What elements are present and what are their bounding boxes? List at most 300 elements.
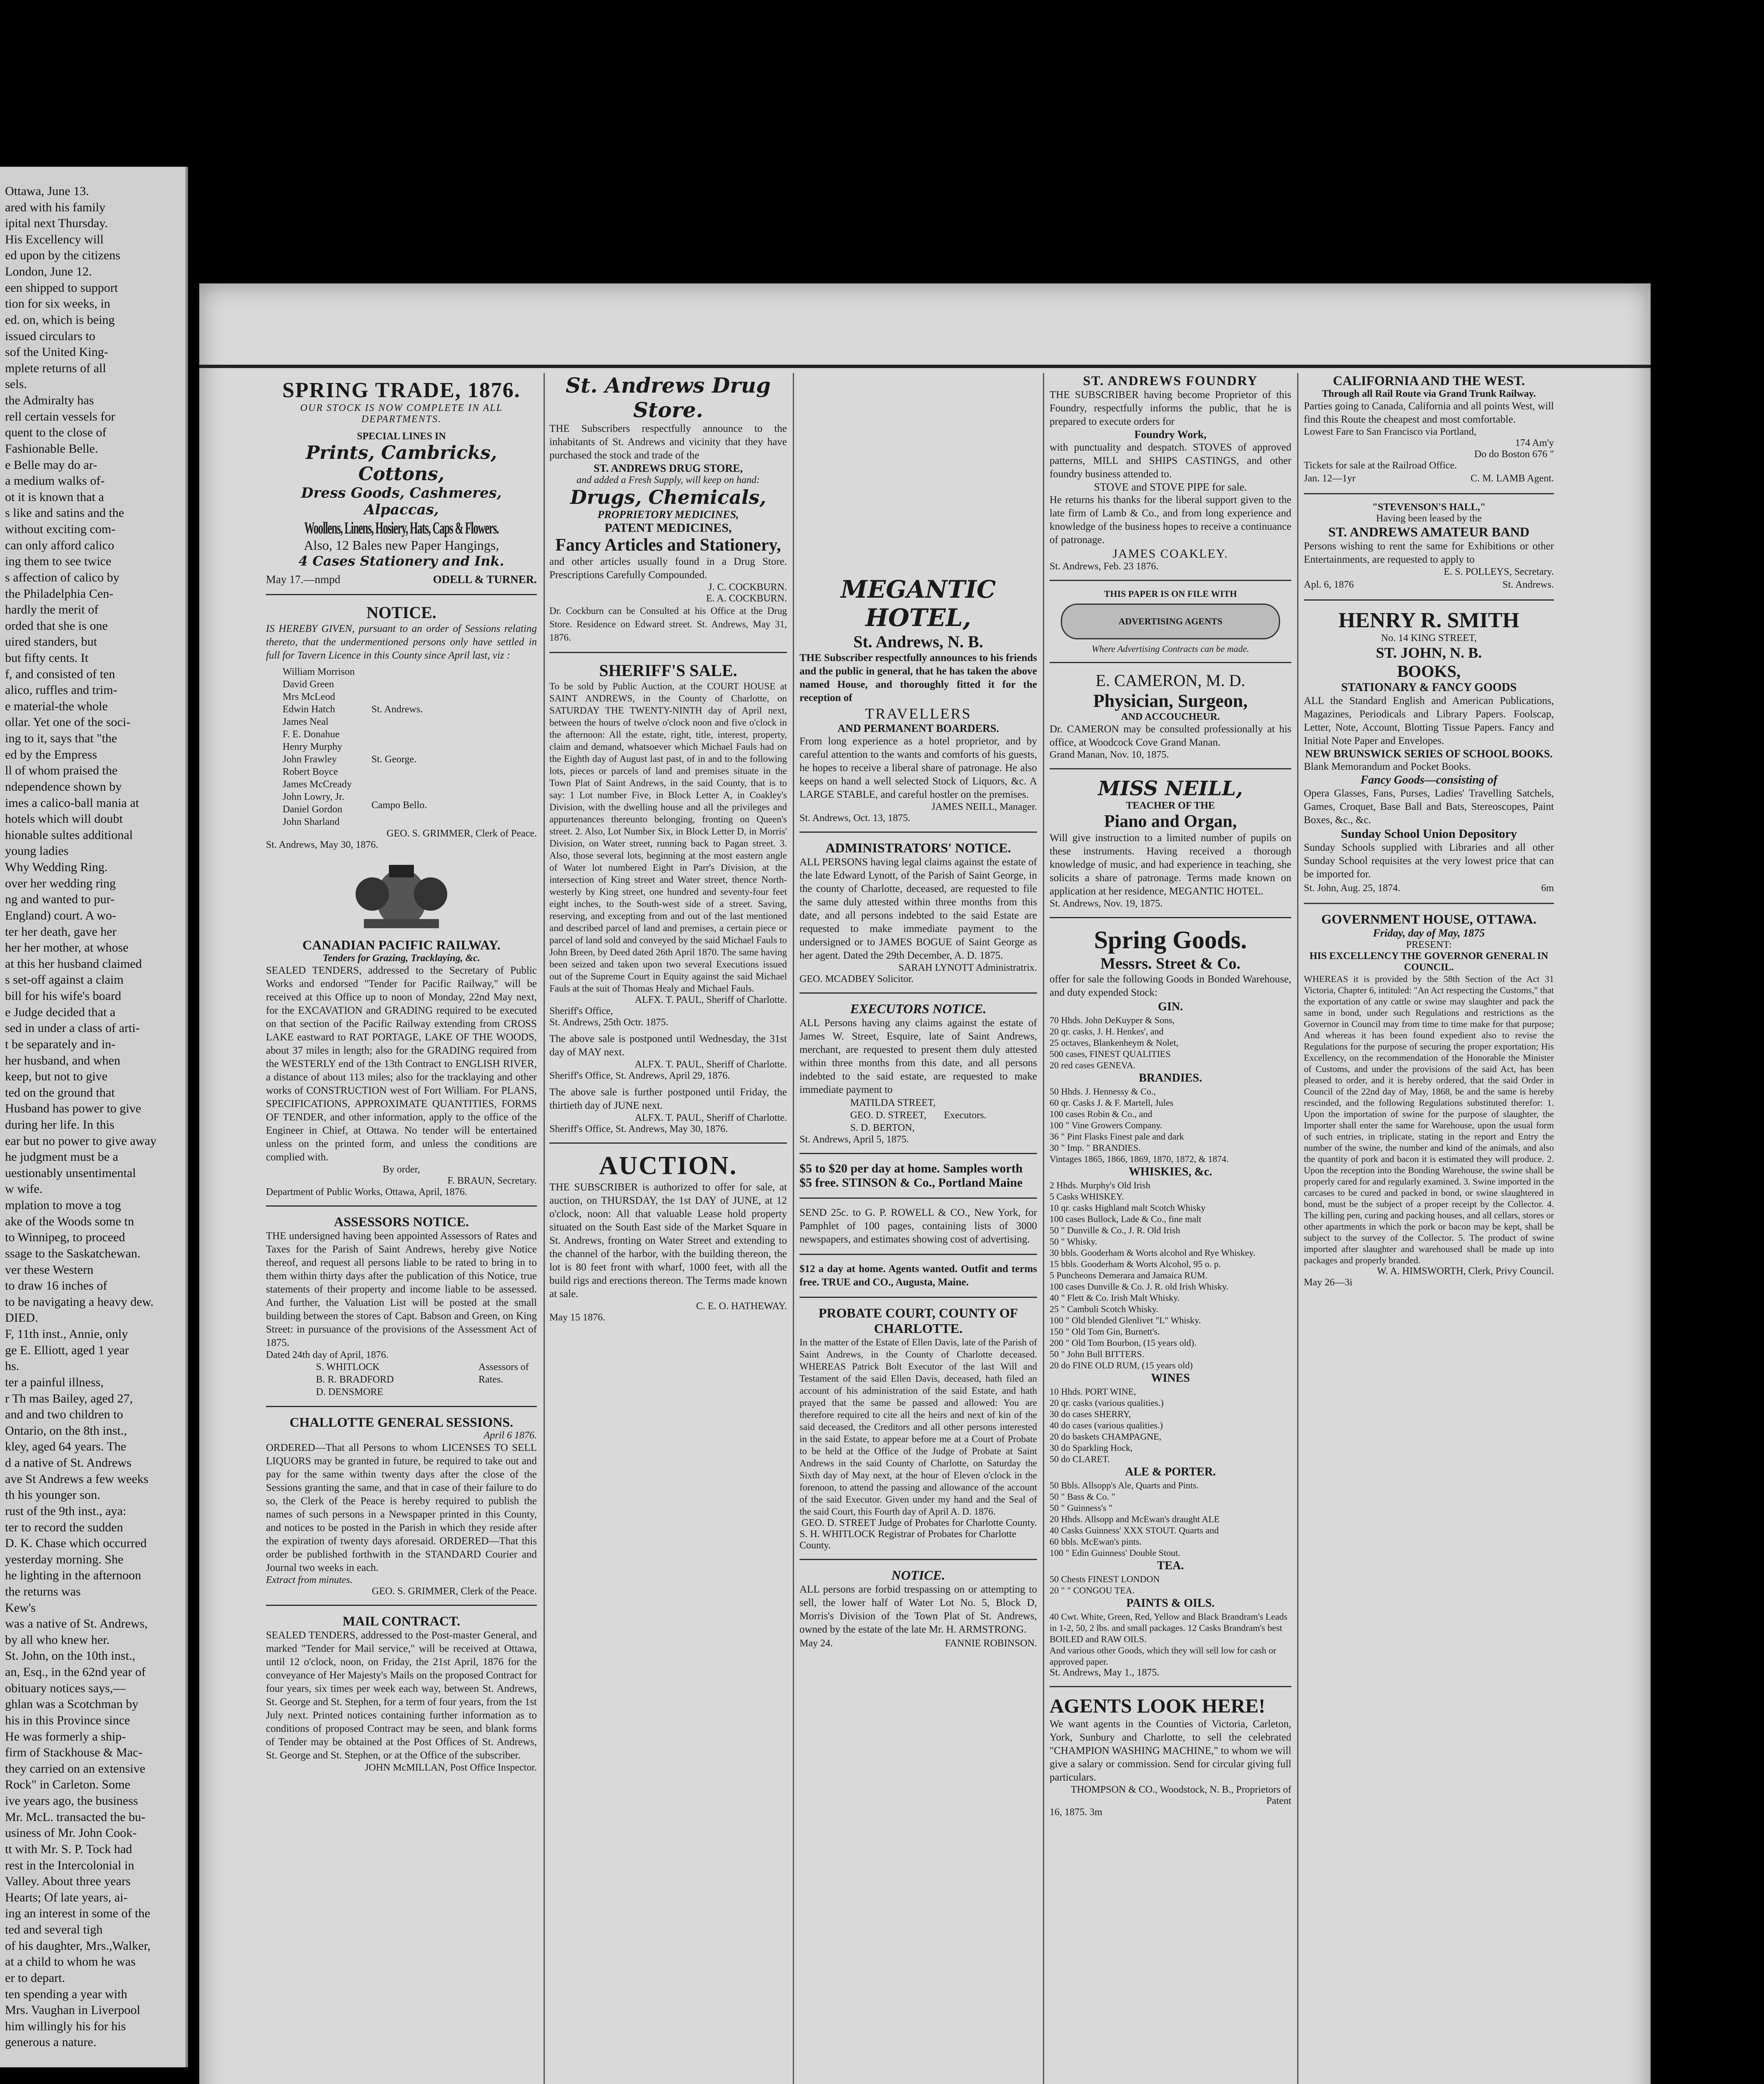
left-page-text-fragment: Hearts; Of late years, ai- xyxy=(5,1890,128,1904)
tavern-notice-dateline: St. Andrews, May 30, 1876. xyxy=(266,839,378,850)
stevenson-date: Apl. 6, 1876 xyxy=(1304,579,1354,590)
drug-store-title: St. Andrews Drug Store. xyxy=(566,373,771,422)
smith-address: No. 14 KING STREET, xyxy=(1381,633,1477,644)
left-page-text-fragment: rell certain vessels for xyxy=(5,409,115,423)
neill-body: Will give instruction to a limited number of pupils on these instruments. Having received a thorough knowledge of music, and had experience in teaching, she solicits a share of patronage. Terms made known on application at her residence, MEGANTIC HOTEL. xyxy=(1050,832,1291,897)
goods-list-item: 100 " Old blended Glenlivet "L" Whisky. xyxy=(1050,1315,1201,1325)
executors-body: ALL Persons having any claims against the estate of James W. Street, Esquire, late of Saint Andrews, merchant, are requested to present them duly attested within three months from this date, and all persons indebted to the said estate, are requested to make immediate payment to xyxy=(799,1017,1037,1095)
drugs-line: Drugs, Chemicals, xyxy=(570,486,767,508)
left-page-text-fragment: the Philadelphia Cen- xyxy=(5,586,113,601)
left-page-text-fragment: e Belle may do ar- xyxy=(5,458,97,472)
sheriff-postponed: The above sale is postponed until Wednesday, the 31st day of MAY next. xyxy=(549,1033,787,1058)
trespass-date: May 24. xyxy=(799,1638,833,1649)
left-page-text-fragment: hotels which will doubt xyxy=(5,812,123,826)
goods-list-item: 20 " " CONGOU TEA. xyxy=(1050,1585,1135,1596)
left-page-text-fragment: ear but no power to give away xyxy=(5,1134,157,1148)
auction-signer: C. E. O. HATHEWAY. xyxy=(696,1301,787,1312)
sheriff-body: To be sold by Public Auction, at the COURT HOUSE at SAINT ANDREWS, in the County of Charlotte, on SATURDAY THE TWENTY-NINTH day of April next, between the hours of twelve o'clock noon and five o'clock in the afternoon: All the estate, right, title, interest, property, claim and demand, whatsoever which Michael Fauls had on the Eighth day of August last past, of in and to the following lots, pieces or parcels of land and premises situate in the Town Plat of Saint Andrews, in the said County, that is to say: 1 Lot number Five, in Block Letter A, in Coakley's Division, with the dwelling house and all the privileges and appurtenances thereunto belonging, fronting on Queen's street. 2. Also, Lot Number Six, in Block Letter D, in Morris' Division, on Water street, running back to Pagan street. 3. Also, those several lots, beginning at the most eastern angle of Water lot numbered Eight in Parr's Division, at the intersection of King street and Water street, thence North-westerly by King street, one hundred and seventy-four feet eight inches, to the South-west side of a street. Saving, reserving, and excepting from and out of the last mentioned and described parcel of land and premises, a certain piece or parcel of land sold and conveyed by the said Michael Fauls to John Breen, by Deed dated 26th April 1870. The same having been seized and taken upon two several Executions issued out of the Supreme Court in Equity against the said Michael Fauls at the suit of Thomas Healy and Michael Fauls. xyxy=(549,681,787,994)
left-page-text-fragment: an, Esq., in the 62nd year of xyxy=(5,1665,146,1679)
goods-list-item: 5 Casks WHISKEY. xyxy=(1050,1191,1124,1202)
sessions-date: April 6 1876. xyxy=(484,1430,537,1441)
left-page-text-fragment: d a native of St. Andrews xyxy=(5,1456,132,1470)
california-fare-1: 174 Am'y xyxy=(1515,438,1554,448)
smith-fancy: Fancy Goods—consisting of xyxy=(1360,774,1498,787)
admin-body: ALL PERSONS having legal claims against the estate of the late Edward Lynott, of the Parish of Saint George, in the county of Charlotte, deceased, are requested to file the same duly attested within three months from this date, and all persons indebted to the said Estate are requested to make immediate payment to the undersigned or to JAMES BOGUE of Saint George as her agent. Dated the 29th December, A. D. 1875. xyxy=(799,857,1037,961)
sessions-extract: Extract from minutes. xyxy=(266,1575,353,1586)
megantic-hotel-ad xyxy=(799,575,1037,824)
licensee-name: James Neal xyxy=(283,716,328,727)
divider xyxy=(1050,768,1291,769)
goods-list-item: 50 " Guinness's " xyxy=(1050,1503,1113,1513)
sheriff-dateline: St. Andrews, 25th Octr. 1875. xyxy=(549,1017,669,1028)
smith-body2: Blank Memorandum and Pocket Books. xyxy=(1304,761,1471,772)
advertising-agents-badge-label: ADVERTISING AGENTS xyxy=(1118,616,1223,626)
divider xyxy=(799,832,1037,833)
left-page-text-fragment: ssage to the Saskatchewan. xyxy=(5,1246,140,1260)
left-page-text-fragment: his in this Province since xyxy=(5,1713,130,1727)
spring-trade-title: SPRING TRADE, 1876. xyxy=(282,378,521,402)
cameron-ad xyxy=(1050,671,1291,761)
left-page-text-fragment: ten spending a year with xyxy=(5,1987,128,2001)
left-page-text-fragment: at this her husband claimed xyxy=(5,957,142,971)
goods-list-item: 50 Chests FINEST LONDON xyxy=(1050,1574,1160,1584)
megantic-body: THE Subscriber respectfully announces to his friends and the public in general, that he has taken the above named House, and thoroughly fitted it for the reception of xyxy=(799,652,1037,704)
mail-contract xyxy=(266,1613,537,1773)
left-page-text-fragment: s like and satins and the xyxy=(5,506,124,520)
licensee-name: Edwin Hatch xyxy=(283,704,335,715)
goods-list-item: 25 " Cambuli Scotch Whisky. xyxy=(1050,1304,1158,1314)
divider xyxy=(266,1205,537,1207)
left-page-text-fragment: ted and several tigh xyxy=(5,1923,103,1937)
assessor-3: D. DENSMORE xyxy=(316,1387,383,1398)
neill-sub: TEACHER OF THE xyxy=(1126,800,1215,811)
neill-name: MISS NEILL, xyxy=(1098,777,1243,800)
cpr-dept: Department of Public Works, Ottawa, April, 1876. xyxy=(266,1187,467,1197)
goods-list-item: 36 " Pint Flasks Finest pale and dark xyxy=(1050,1131,1184,1142)
california-date: Jan. 12—1yr xyxy=(1304,473,1356,484)
stevenson-band: ST. ANDREWS AMATEUR BAND xyxy=(1328,524,1530,539)
divider xyxy=(1050,1686,1291,1687)
left-page-text-fragment: mplation to move a tog xyxy=(5,1198,121,1212)
left-page-text-fragment: ollar. Yet one of the soci- xyxy=(5,715,130,729)
foundry-ad xyxy=(1050,373,1291,572)
licensee-name: James McCready xyxy=(283,779,352,790)
stevenson-title: "STEVENSON'S HALL," xyxy=(1372,502,1486,513)
goods-list-item: 100 " Edin Guinness' Double Stout. xyxy=(1050,1548,1180,1558)
left-page-text-fragment: sed in under a class of arti- xyxy=(5,1021,140,1035)
divider xyxy=(266,1605,537,1606)
left-page-text-fragment: ake of the Woods some tn xyxy=(5,1214,134,1228)
licensee-name: John Sharland xyxy=(283,817,340,827)
left-page-text-fragment: f, and consisted of ten xyxy=(5,667,115,681)
executor-1: MATILDA STREET, xyxy=(850,1097,936,1108)
left-page-text-fragment: ver these Western xyxy=(5,1262,93,1277)
california-lowest: Lowest Fare to San Francisco via Portland, xyxy=(1304,426,1476,437)
stevenson-place: St. Andrews. xyxy=(1502,579,1554,590)
licensee-name: William Morrison xyxy=(283,666,355,677)
probate-registrar: S. H. WHITLOCK Registrar of Probates for Charlotte County. xyxy=(799,1529,1017,1551)
drug-signer-1: J. C. COCKBURN. xyxy=(708,582,787,593)
left-page-text-fragment: England) court. A wo- xyxy=(5,908,116,922)
foundry-signer: JAMES COAKLEY. xyxy=(1113,547,1228,561)
california-body: Parties going to Canada, California and all points West, will find this Route the cheapest and most comfortable. xyxy=(1304,401,1554,425)
trespass-notice xyxy=(799,1568,1037,1651)
divider xyxy=(1304,599,1554,601)
left-page-text-fragment: F, 11th inst., Annie, only xyxy=(5,1327,128,1341)
govt-his: HIS EXCELLENCY THE GOVERNOR GENERAL IN COUNCIL. xyxy=(1309,951,1549,973)
goods-section-heading: BRANDIES. xyxy=(1139,1072,1202,1085)
stevensons-hall-ad xyxy=(1304,502,1554,592)
left-page-text-fragment: over her wedding ring xyxy=(5,876,116,890)
left-page-text-fragment: can only afford calico xyxy=(5,538,114,552)
goods-list-item: 50 " Bass & Co. " xyxy=(1050,1491,1115,1502)
agents-title: AGENTS LOOK HERE! xyxy=(1050,1695,1265,1717)
paper-on-file: THIS PAPER IS ON FILE WITH xyxy=(1104,589,1237,599)
trespass-body: ALL persons are forbid trespassing on or attempting to sell, the lower half of Water Lot No. 5, Block D, Morris's Division of the Town Plat of St. Andrews, owned by the estate of the late Mr. H. ARMSTRONG. xyxy=(799,1584,1037,1635)
smith-sunday: Sunday School Union Depository xyxy=(1341,827,1517,841)
megantic-body2: From long experience as a hotel proprietor, and by careful attention to the wants and comforts of his guests, he hopes to receive a liberal share of patronage. He also keeps on hand a well selected Stock of Liquors, &c. A LARGE STABLE, and careful hostler on the premises. xyxy=(799,736,1037,800)
goods-list-item: 50 " John Bull BITTERS. xyxy=(1050,1349,1145,1359)
goods-list-item: 60 bbls. McEwan's pints. xyxy=(1050,1536,1142,1547)
column-rule xyxy=(793,373,794,2084)
goods-list-item: 10 qr. casks Highland malt Scotch Whisky xyxy=(1050,1202,1206,1213)
govt-date-2: May 26—3i xyxy=(1304,1277,1353,1288)
divider xyxy=(799,1153,1037,1154)
assessors-role: Assessors of Rates. xyxy=(479,1362,529,1385)
column-2 xyxy=(549,373,787,1323)
left-page-text-fragment: imes a calico-ball mania at xyxy=(5,796,139,810)
goods-section-heading: TEA. xyxy=(1157,1559,1184,1572)
foundry-dateline: St. Andrews, Feb. 23 1876. xyxy=(1050,561,1159,572)
left-page-text-fragment: hionable sultes additional xyxy=(5,828,133,842)
sessions-notice xyxy=(266,1415,537,1597)
left-page-text-fragment: ed by the Empress xyxy=(5,747,97,761)
place-st-andrews: St. Andrews. xyxy=(371,704,423,715)
assessors-notice xyxy=(266,1214,537,1398)
goods-list-item: 30 do cases SHERRY, xyxy=(1050,1409,1131,1419)
left-page-text-fragment: of his daughter, Mrs.,Walker, xyxy=(5,1939,151,1953)
divider xyxy=(799,1254,1037,1255)
left-page-text-fragment: ing them to see twice xyxy=(5,554,111,569)
neill-dateline: St. Andrews, Nov. 19, 1875. xyxy=(1050,898,1163,909)
left-page-text-fragment: quent to the close of xyxy=(5,426,107,440)
goods-list-item: 2 Hhds. Murphy's Old Irish xyxy=(1050,1180,1150,1190)
goods-list-item: 20 qr. casks, J. H. Henkes', and xyxy=(1050,1026,1164,1037)
left-page-text-fragment: Kew's xyxy=(5,1601,36,1615)
goods-section-heading: PAINTS & OILS. xyxy=(1126,1597,1215,1610)
drug-store-body: THE Subscribers respectfully announce to the inhabitants of St. Andrews and vicinity that they have purchased the stock and trade of the xyxy=(549,423,787,461)
left-page-text-fragment: sof the United King- xyxy=(5,345,108,359)
licensee-names xyxy=(283,666,355,828)
spring-goods-dateline: St. Andrews, May 1., 1875. xyxy=(1050,1667,1160,1678)
drug-store-name: ST. ANDREWS DRUG STORE, xyxy=(593,462,743,474)
auction-title: AUCTION. xyxy=(599,1152,738,1180)
divider xyxy=(799,1197,1037,1199)
column-1 xyxy=(266,373,537,1773)
left-page-text-fragment: yesterday morning. She xyxy=(5,1552,124,1566)
divider xyxy=(1304,903,1554,904)
sheriff-signer: ALFX. T. PAUL, Sheriff of Charlotte. xyxy=(634,994,787,1005)
column-rule xyxy=(544,373,545,2084)
cameron-dateline: Grand Manan, Nov. 10, 1875. xyxy=(1050,749,1169,760)
cpr-tender xyxy=(266,937,537,1198)
ad-five-dollars: $5 to $20 per day at home. Samples worth $5 free. STINSON & Co., Portland Maine xyxy=(799,1162,1023,1190)
left-page-text-fragment: him willingly his for his xyxy=(5,2019,126,2033)
sheriff-office-2: Sheriff's Office, St. Andrews, April 29, 1876. xyxy=(549,1070,730,1081)
left-page-text-fragment: during her life. In this xyxy=(5,1118,115,1132)
tavern-notice-body: IS HEREBY GIVEN, pursuant to an order of Sessions relating thereto, that the undermentioned persons only have settled in full for Tavern Licence in this County since April last, viz : xyxy=(266,623,537,661)
licensee-name: Mrs McLeod xyxy=(283,691,335,702)
california-fare-2: Do do Boston 676 " xyxy=(1474,449,1554,460)
goods-list-item: 40 " Flett & Co. Irish Malt Whisky. xyxy=(1050,1292,1180,1303)
goods-list-item: 30 bbls. Gooderham & Worts alcohol and Rye Whiskey. xyxy=(1050,1247,1255,1258)
sessions-body: ORDERED—That all Persons to whom LICENSES TO SELL LIQUORS may be granted in future, be required to take out and pay for the same within twenty days after the close of the Sessions granting the same, and that in case of their failure to do so, the Clerk of the Peace is hereby required to publish the names of such persons in a Newspaper printed in this County, and notices to be posted in the Parish in which they reside after the expiration of twenty days aforesaid. ORDERED—That this order be published forthwith in the STANDARD Courier and Journal two weeks in each. xyxy=(266,1442,537,1573)
cpr-signer: F. BRAUN, Secretary. xyxy=(447,1175,537,1186)
left-page-text-fragment: to Winnipeg, to proceed xyxy=(5,1230,125,1245)
left-page-text-fragment: s set-off against a claim xyxy=(5,973,124,987)
left-page-text-fragment: tt with Mr. S. P. Tock had xyxy=(5,1842,132,1856)
left-page-text-fragment: s affection of calico by xyxy=(5,570,120,584)
divider xyxy=(1050,917,1291,918)
also-line: Also, 12 Bales new Paper Hangings, xyxy=(303,538,499,553)
goods-section-heading: ALE & PORTER. xyxy=(1125,1465,1216,1478)
woollens-line: Woollens, Linens, Hosiery, Hats, Caps & Flowers. xyxy=(304,518,499,537)
masthead-rule xyxy=(199,365,1651,368)
goods-list-item: 50 Hhds. J. Hennessy & Co., xyxy=(1050,1086,1156,1097)
megantic-boarders: AND PERMANENT BOARDERS. xyxy=(837,722,999,734)
left-page-text-fragment: a medium walks of- xyxy=(5,474,105,488)
auction-date: May 15 1876. xyxy=(549,1312,605,1323)
spring-trade-ad xyxy=(266,378,537,586)
foundry-body3: He returns his thanks for the liberal support given to the late firm of Lamb & Co., and from long experience and knowledge of the business hopes to receive a continuance of patronage. xyxy=(1050,494,1291,546)
newspaper-page xyxy=(199,283,1651,2084)
advertising-agents-badge xyxy=(1061,604,1280,639)
licensee-name: Robert Boyce xyxy=(283,766,338,777)
left-page-text-fragment: ll of whom praised the xyxy=(5,764,118,778)
left-page-text-fragment: ter her death, gave her xyxy=(5,924,117,939)
left-page-text-fragment: obituary notices says,— xyxy=(5,1681,126,1695)
government-house-notice xyxy=(1304,912,1554,1288)
spring-trade-firm: ODELL & TURNER. xyxy=(433,573,537,586)
goods-list-item: 20 red cases GENEVA. xyxy=(1050,1060,1136,1070)
executors-role: Executors. xyxy=(944,1110,987,1121)
left-page-text-fragment: DIED. xyxy=(5,1311,38,1325)
proprietary-line: PROPRIETORY MEDICINES, xyxy=(597,508,739,521)
goods-list-item: And various other Goods, which they will sell low for cash or approved paper. xyxy=(1050,1645,1276,1667)
left-page-text-fragment: uired standers, but xyxy=(5,635,97,649)
sheriff-office: Sheriff's Office, xyxy=(549,1006,613,1017)
special-lines: SPECIAL LINES IN xyxy=(357,431,446,442)
goods-list-item: 150 " Old Tom Gin, Burnett's. xyxy=(1050,1326,1160,1337)
smith-body3: Opera Glasses, Fans, Purses, Ladies' Travelling Satchels, Games, Croquet, Base Ball and Bats, Stereoscopes, Paint Boxes, &c., &c. xyxy=(1304,788,1554,826)
spring-goods-title: Spring Goods. xyxy=(1094,926,1247,954)
left-page-text-fragment: her her mother, at whose xyxy=(5,941,129,955)
sheriff-signer-2: ALFX. T. PAUL, Sheriff of Charlotte. xyxy=(634,1059,787,1070)
smith-books: BOOKS, xyxy=(1397,662,1461,681)
sheriff-postponed-2: The above sale is further postponed until Friday, the thirtieth day of JUNE next. xyxy=(549,1087,787,1111)
licensee-name: F. E. Donahue xyxy=(283,729,340,740)
left-page-text-fragment: e Judge decided that a xyxy=(5,1005,115,1019)
ad-rowell: SEND 25c. to G. P. ROWELL & CO., New York, for Pamphlet of 100 pages, containing lists of 3000 newspapers, and estimates showing cost of advertising. xyxy=(799,1207,1037,1245)
goods-list-item: 70 Hhds. John DeKuyper & Sons, xyxy=(1050,1015,1175,1025)
california-ad xyxy=(1304,373,1554,486)
left-page-text-fragment: er to depart. xyxy=(5,1971,65,1985)
left-page-text-fragment: ter a painful illness, xyxy=(5,1375,104,1389)
executor-2: GEO. D. STREET, xyxy=(850,1110,927,1121)
left-page-text-fragment: ed upon by the citizens xyxy=(5,248,120,263)
cameron-sub: AND ACCOUCHEUR. xyxy=(1121,711,1220,722)
executors-notice xyxy=(799,1001,1037,1145)
megantic-title: MEGANTIC HOTEL, xyxy=(840,575,996,632)
divider xyxy=(266,1406,537,1407)
agents-body: We want agents in the Counties of Victoria, Carleton, York, Sunbury and Charlotte, to sell the celebrated "CHAMPION WASHING MACHINE," to whom we will give a salary or commission. Send for circular giving full particulars. xyxy=(1050,1718,1291,1783)
left-page-text-fragment: kley, aged 64 years. The xyxy=(5,1440,126,1454)
megantic-signer: JAMES NEILL, Manager. xyxy=(931,802,1037,812)
goods-list-item: 20 do FINE OLD RUM, (15 years old) xyxy=(1050,1360,1193,1370)
left-page-text-fragment: een shipped to support xyxy=(5,281,118,295)
left-page-text-fragment: he judgment must be a xyxy=(5,1150,118,1164)
agents-date: 16, 1875. 3m xyxy=(1050,1807,1102,1818)
stevenson-body: Having been leased by the xyxy=(1376,513,1482,524)
sessions-signer: GEO. S. GRIMMER, Clerk of the Peace. xyxy=(372,1586,537,1597)
probate-judge: GEO. D. STREET Judge of Probates for Charlotte County. xyxy=(801,1518,1037,1528)
goods-list-item: 40 Cwt. White, Green, Red, Yellow and Black Brandram's Leads in 1-2, 50, 2 lbs. and small packages. 12 Casks Brandram's best BOILED and RAW OILS. xyxy=(1050,1611,1288,1644)
left-page-text-fragment: Why Wedding Ring. xyxy=(5,860,108,874)
foundry-title: ST. ANDREWS FOUNDRY xyxy=(1083,373,1258,388)
left-page-text-fragment: r Th mas Bailey, aged 27, xyxy=(5,1391,133,1405)
left-page-text-fragment: His Excellency will xyxy=(5,232,104,246)
goods-list-item: 100 cases Bullock, Lade & Co., fine malt xyxy=(1050,1214,1202,1224)
trespass-title: NOTICE. xyxy=(891,1568,945,1583)
left-page-text-fragment: w wife. xyxy=(5,1182,43,1196)
smith-name: HENRY R. SMITH xyxy=(1338,609,1519,632)
megantic-place: St. Andrews, N. B. xyxy=(853,632,983,651)
left-page-text-fragment: to draw 16 inches of xyxy=(5,1279,107,1293)
agents-firm: THOMPSON & CO., Woodstock, N. B., Proprietors of Patent xyxy=(1071,1784,1291,1806)
left-page-text-fragment: London, June 12. xyxy=(5,265,92,279)
goods-list-item: 20 do baskets CHAMPAGNE, xyxy=(1050,1431,1162,1442)
smith-code: 6m xyxy=(1541,883,1554,894)
left-page-text-fragment: ing to it, says that "the xyxy=(5,731,117,746)
foundry-stove: STOVE and STOVE PIPE for sale. xyxy=(1094,481,1247,493)
probate-body: In the matter of the Estate of Ellen Davis, late of the Parish of Saint Andrews, in the County of Charlotte deceased. WHEREAS Patrick Bolt Executor of the last Will and Testament of the said Ellen Davis, deceased, hath filed an account of his administration of the said Estate, and hath prayed that the same be passed and allowed: You are therefore required to cite all the heirs and next of kin of the said deceased, the Creditors and all other persons interested in the said Estate, to appear before me at a Court of Probate to be held at the Office of the Judge of Probate at Saint Andrews in the said County of Charlotte, on Saturday the Sixth day of May next, at the hour of Eleven o'clock in the forenoon, to attend the passing and allowance of the account of the said Executor. Given under my hand and the Seal of the said Court, this Fourth day of April A. D. 1876. xyxy=(799,1337,1037,1517)
left-page-text-fragment: keep, but not to give xyxy=(5,1070,108,1084)
left-page-text-fragment: they carried on an extensive xyxy=(5,1761,145,1776)
left-page-text-fragment: ge E. Elliott, aged 1 year xyxy=(5,1343,129,1357)
left-page-text-fragment: and and two children to xyxy=(5,1408,123,1422)
left-page-text-fragment: generous a nature. xyxy=(5,2035,97,2049)
left-page-text-fragment: ted on the ground that xyxy=(5,1085,115,1100)
left-page-text-fragment: Rock" in Carleton. Some xyxy=(5,1778,130,1792)
assessors-dated: Dated 24th day of April, 1876. xyxy=(266,1350,388,1360)
smith-stationary: STATIONARY & FANCY GOODS xyxy=(1341,681,1517,694)
cameron-title: Physician, Surgeon, xyxy=(1093,691,1248,711)
drug-store-foot: Dr. Cockburn can be Consulted at his Office at the Drug Store. Residence on Edward street. St. Andrews, May 31, 1876. xyxy=(549,606,787,643)
left-page-text-fragment: uestionably unsentimental xyxy=(5,1166,136,1180)
smith-city: ST. JOHN, N. B. xyxy=(1376,644,1482,661)
left-page-text-fragment: ing an interest in some of the xyxy=(5,1906,150,1921)
left-page-text-fragment: but fifty cents. It xyxy=(5,651,88,665)
left-page-text-fragment: bill for his wife's board xyxy=(5,989,121,1003)
goods-list-item: 100 " Vine Growers Company. xyxy=(1050,1120,1163,1130)
left-page-text-fragment: usiness of Mr. John Cook- xyxy=(5,1826,137,1840)
california-sub: Through all Rail Route via Grand Trunk Railway. xyxy=(1322,388,1536,399)
megantic-dateline: St. Andrews, Oct. 13, 1875. xyxy=(799,813,910,824)
govt-date: Friday, day of May, 1875 xyxy=(1373,927,1485,939)
tavern-notice-signer: GEO. S. GRIMMER, Clerk of Peace. xyxy=(386,828,537,839)
drug-store-body2: and added a Fresh Supply, will keep on hand: xyxy=(576,475,760,486)
cameron-name: E. CAMERON, M. D. xyxy=(1095,671,1245,690)
drug-store-ad xyxy=(549,373,787,644)
tavern-notice xyxy=(266,603,537,851)
left-page-text-fragment: Ottawa, June 13. xyxy=(5,184,89,198)
left-page-text-fragment: rest in the Intercolonial in xyxy=(5,1858,134,1872)
left-page-text-fragment: sels. xyxy=(5,377,27,391)
executors-title: EXECUTORS NOTICE. xyxy=(850,1001,987,1016)
auction-body: THE SUBSCRIBER is authorized to offer for sale, at auction, on THURSDAY, the 1st DAY of JUNE, at 12 o'clock, noon: All that valuable Lease hold property situated on the South East side of the Market Square in St. Andrews, fronting on Water Street and extending to the channel of the harbor, with the building thereon, the lot is 80 feet front with wharf, 1000 feet, with all the build rigs and erections thereon. The Terms made known at sale. xyxy=(549,1182,787,1300)
stevenson-body2: Persons wishing to rent the same for Exhibitions or other Entertainments, are requested to apply to xyxy=(1304,541,1554,565)
administrators-notice xyxy=(799,840,1037,985)
left-page-text-fragment: mplete returns of all xyxy=(5,361,106,375)
trespass-signer: FANNIE ROBINSON. xyxy=(945,1638,1037,1649)
drug-store-body3: and other articles usually found in a Drug Store. Prescriptions Carefully Compounded. xyxy=(549,556,787,581)
goods-list-item: 50 " Whisky. xyxy=(1050,1236,1097,1247)
coat-of-arms-icon xyxy=(339,857,464,932)
assessor-2: B. R. BRADFORD xyxy=(316,1374,394,1385)
adjacent-page-fragment xyxy=(0,167,188,2067)
left-page-text-fragment: ive years ago, the business xyxy=(5,1794,138,1808)
left-page-text-fragment: ndependence shown by xyxy=(5,779,122,794)
left-page-text-fragment: alico, ruffles and trim- xyxy=(5,683,118,697)
smith-dateline: St. John, Aug. 25, 1874. xyxy=(1304,883,1401,894)
goods-list-item: 50 do CLARET. xyxy=(1050,1454,1110,1464)
left-page-text-fragment: Husband has power to give xyxy=(5,1102,141,1116)
goods-list-item: 15 bbls. Gooderham & Worts Alcohol, 95 o. p. xyxy=(1050,1259,1221,1269)
cpr-title: CANADIAN PACIFIC RAILWAY. xyxy=(302,937,501,952)
executors-dateline: St. Andrews, April 5, 1875. xyxy=(799,1134,909,1145)
left-page-text-fragment: at a child to whom he was xyxy=(5,1955,136,1969)
left-page-text-fragment: rust of the 9th inst., aya: xyxy=(5,1504,126,1518)
goods-section-heading: GIN. xyxy=(1158,1000,1183,1013)
goods-list-item: 200 " Old Tom Bourbon, (15 years old). xyxy=(1050,1338,1197,1348)
mail-body: SEALED TENDERS, addressed to the Post-master General, and marked "Tender for Mail service," will be received at Ottawa, until 12 o'clock, noon, on Friday, the 21st April, 1876 for the conveyance of Her Majesty's Mails on the proposed Contract for four years, six times per week each way, between St. Andrews, St. George and St. Stephen, for a term of four years, from the 1st July next. Printed notices containing further information as to conditions of proposed Contract may be seen, and blank forms of Tender may be obtained at the Post Offices of St. Andrews, St. George and St. Stephen, or at the Office of the subscriber. xyxy=(266,1630,537,1761)
goods-list-item: 20 qr. casks (various qualities.) xyxy=(1050,1398,1164,1408)
auction-notice xyxy=(549,1151,787,1323)
dress-goods-line: Dress Goods, Cashmeres, Alpaccas, xyxy=(301,485,502,518)
licensee-name: Daniel Gordon xyxy=(283,804,343,815)
stevenson-signer: E. S. POLLEYS, Secretary. xyxy=(1443,566,1554,577)
smith-body4: Sunday Schools supplied with Libraries and all other Sunday School requisites at the very lowest price that can be imported for. xyxy=(1304,842,1554,880)
goods-list-item: 100 cases Robin & Co., and xyxy=(1050,1109,1153,1119)
divider xyxy=(799,992,1037,994)
agents-ad xyxy=(1050,1695,1291,1818)
left-page-text-fragment: th his younger son. xyxy=(5,1488,100,1502)
left-page-text-fragment: Ontario, on the 8th inst., xyxy=(5,1423,127,1438)
goods-list-item: 5 Puncheons Demerara and Jamaica RUM. xyxy=(1050,1270,1208,1280)
left-page-text-fragment: Mr. McL. transacted the bu- xyxy=(5,1810,145,1824)
place-st-george: St. George. xyxy=(371,754,417,765)
cpr-by-order: By order, xyxy=(383,1164,420,1175)
california-tickets: Tickets for sale at the Railroad Office. xyxy=(1304,460,1457,471)
left-page-text-fragment: St. John, on the 10th inst., xyxy=(5,1649,135,1663)
divider xyxy=(549,1142,787,1144)
sheriff-signer-3: ALFX. T. PAUL, Sheriff of Charlotte. xyxy=(634,1112,787,1123)
goods-list-item: 500 cases, FINEST QUALITIES xyxy=(1050,1049,1171,1059)
megantic-travellers: TRAVELLERS xyxy=(865,705,972,722)
left-page-text-fragment: ipital next Thursday. xyxy=(5,216,108,230)
goods-list-item: 100 cases Dunville & Co. J. R. old Irish Whisky. xyxy=(1050,1281,1228,1292)
assessors-title: ASSESSORS NOTICE. xyxy=(334,1214,469,1229)
